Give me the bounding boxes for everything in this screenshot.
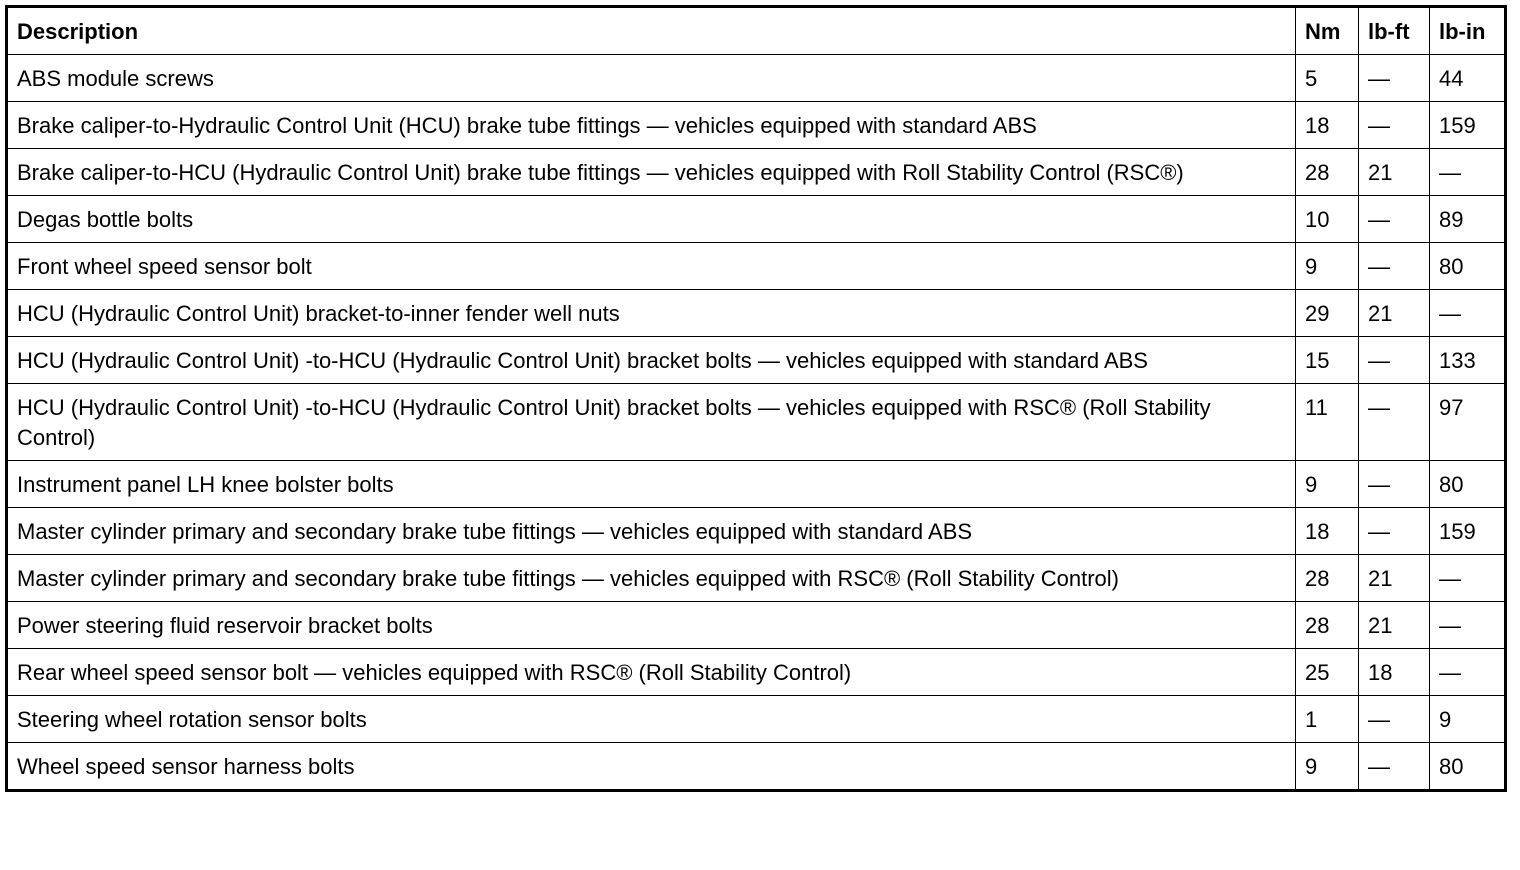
cell-lb-in: 97 bbox=[1430, 384, 1506, 461]
cell-nm: 15 bbox=[1296, 337, 1359, 384]
cell-lb-in: 9 bbox=[1430, 696, 1506, 743]
table-row bbox=[7, 602, 1506, 649]
cell-lb-ft: — bbox=[1359, 461, 1430, 508]
cell-nm: 5 bbox=[1296, 55, 1359, 102]
table-row bbox=[7, 743, 1506, 791]
cell-nm: 25 bbox=[1296, 649, 1359, 696]
table-row bbox=[7, 196, 1506, 243]
cell-description: Power steering fluid reservoir bracket bolts bbox=[7, 602, 1296, 649]
table-row bbox=[7, 243, 1506, 290]
cell-lb-ft: — bbox=[1359, 55, 1430, 102]
cell-description: Rear wheel speed sensor bolt — vehicles equipped with RSC® (Roll Stability Control) bbox=[7, 649, 1296, 696]
cell-lb-ft: — bbox=[1359, 196, 1430, 243]
header-nm: Nm bbox=[1296, 7, 1359, 55]
cell-lb-ft: 21 bbox=[1359, 290, 1430, 337]
cell-lb-ft: — bbox=[1359, 243, 1430, 290]
cell-description: HCU (Hydraulic Control Unit) -to-HCU (Hydraulic Control Unit) bracket bolts — vehicles equipped with RSC® (Roll Stability Control) bbox=[7, 384, 1296, 461]
cell-lb-ft: 21 bbox=[1359, 602, 1430, 649]
cell-nm: 28 bbox=[1296, 555, 1359, 602]
cell-lb-in: — bbox=[1430, 149, 1506, 196]
cell-nm: 1 bbox=[1296, 696, 1359, 743]
cell-lb-in: 159 bbox=[1430, 508, 1506, 555]
cell-nm: 28 bbox=[1296, 149, 1359, 196]
cell-lb-ft: 21 bbox=[1359, 149, 1430, 196]
table-row bbox=[7, 384, 1506, 461]
cell-nm: 9 bbox=[1296, 243, 1359, 290]
cell-description: Degas bottle bolts bbox=[7, 196, 1296, 243]
cell-description: Brake caliper-to-Hydraulic Control Unit (HCU) brake tube fittings — vehicles equipped with standard ABS bbox=[7, 102, 1296, 149]
cell-description: Master cylinder primary and secondary brake tube fittings — vehicles equipped with RSC® (Roll Stability Control) bbox=[7, 555, 1296, 602]
cell-nm: 10 bbox=[1296, 196, 1359, 243]
cell-lb-ft: — bbox=[1359, 102, 1430, 149]
header-lb-in: lb-in bbox=[1430, 7, 1506, 55]
cell-nm: 18 bbox=[1296, 102, 1359, 149]
cell-lb-in: 80 bbox=[1430, 743, 1506, 791]
torque-specifications-table bbox=[5, 5, 1507, 792]
cell-nm: 9 bbox=[1296, 743, 1359, 791]
cell-lb-in: — bbox=[1430, 290, 1506, 337]
cell-description: Front wheel speed sensor bolt bbox=[7, 243, 1296, 290]
table-row bbox=[7, 149, 1506, 196]
cell-lb-ft: — bbox=[1359, 384, 1430, 461]
cell-description: Instrument panel LH knee bolster bolts bbox=[7, 461, 1296, 508]
table-row bbox=[7, 55, 1506, 102]
cell-lb-in: 133 bbox=[1430, 337, 1506, 384]
cell-description: Wheel speed sensor harness bolts bbox=[7, 743, 1296, 791]
cell-lb-in: — bbox=[1430, 602, 1506, 649]
cell-lb-ft: 21 bbox=[1359, 555, 1430, 602]
cell-nm: 28 bbox=[1296, 602, 1359, 649]
cell-lb-in: — bbox=[1430, 555, 1506, 602]
cell-nm: 9 bbox=[1296, 461, 1359, 508]
cell-description: HCU (Hydraulic Control Unit) -to-HCU (Hydraulic Control Unit) bracket bolts — vehicles equipped with standard ABS bbox=[7, 337, 1296, 384]
cell-nm: 29 bbox=[1296, 290, 1359, 337]
cell-description: Steering wheel rotation sensor bolts bbox=[7, 696, 1296, 743]
cell-description: Master cylinder primary and secondary brake tube fittings — vehicles equipped with standard ABS bbox=[7, 508, 1296, 555]
cell-lb-in: 44 bbox=[1430, 55, 1506, 102]
cell-description: HCU (Hydraulic Control Unit) bracket-to-inner fender well nuts bbox=[7, 290, 1296, 337]
table-row bbox=[7, 649, 1506, 696]
cell-lb-ft: — bbox=[1359, 508, 1430, 555]
table-row bbox=[7, 508, 1506, 555]
table-row bbox=[7, 461, 1506, 508]
cell-description: ABS module screws bbox=[7, 55, 1296, 102]
cell-description: Brake caliper-to-HCU (Hydraulic Control Unit) brake tube fittings — vehicles equipped with Roll Stability Control (RSC®) bbox=[7, 149, 1296, 196]
cell-lb-in: 80 bbox=[1430, 243, 1506, 290]
cell-lb-in: 89 bbox=[1430, 196, 1506, 243]
cell-nm: 11 bbox=[1296, 384, 1359, 461]
table-body bbox=[7, 55, 1506, 791]
cell-lb-ft: — bbox=[1359, 696, 1430, 743]
table-row bbox=[7, 696, 1506, 743]
cell-lb-in: 80 bbox=[1430, 461, 1506, 508]
cell-lb-ft: — bbox=[1359, 743, 1430, 791]
cell-lb-in: — bbox=[1430, 649, 1506, 696]
cell-nm: 18 bbox=[1296, 508, 1359, 555]
table-row bbox=[7, 290, 1506, 337]
header-lb-ft: lb-ft bbox=[1359, 7, 1430, 55]
table-row bbox=[7, 555, 1506, 602]
table-row bbox=[7, 102, 1506, 149]
cell-lb-ft: — bbox=[1359, 337, 1430, 384]
cell-lb-in: 159 bbox=[1430, 102, 1506, 149]
table-row bbox=[7, 337, 1506, 384]
header-row bbox=[7, 7, 1506, 55]
header-description: Description bbox=[7, 7, 1296, 55]
cell-lb-ft: 18 bbox=[1359, 649, 1430, 696]
table-header bbox=[7, 7, 1506, 55]
